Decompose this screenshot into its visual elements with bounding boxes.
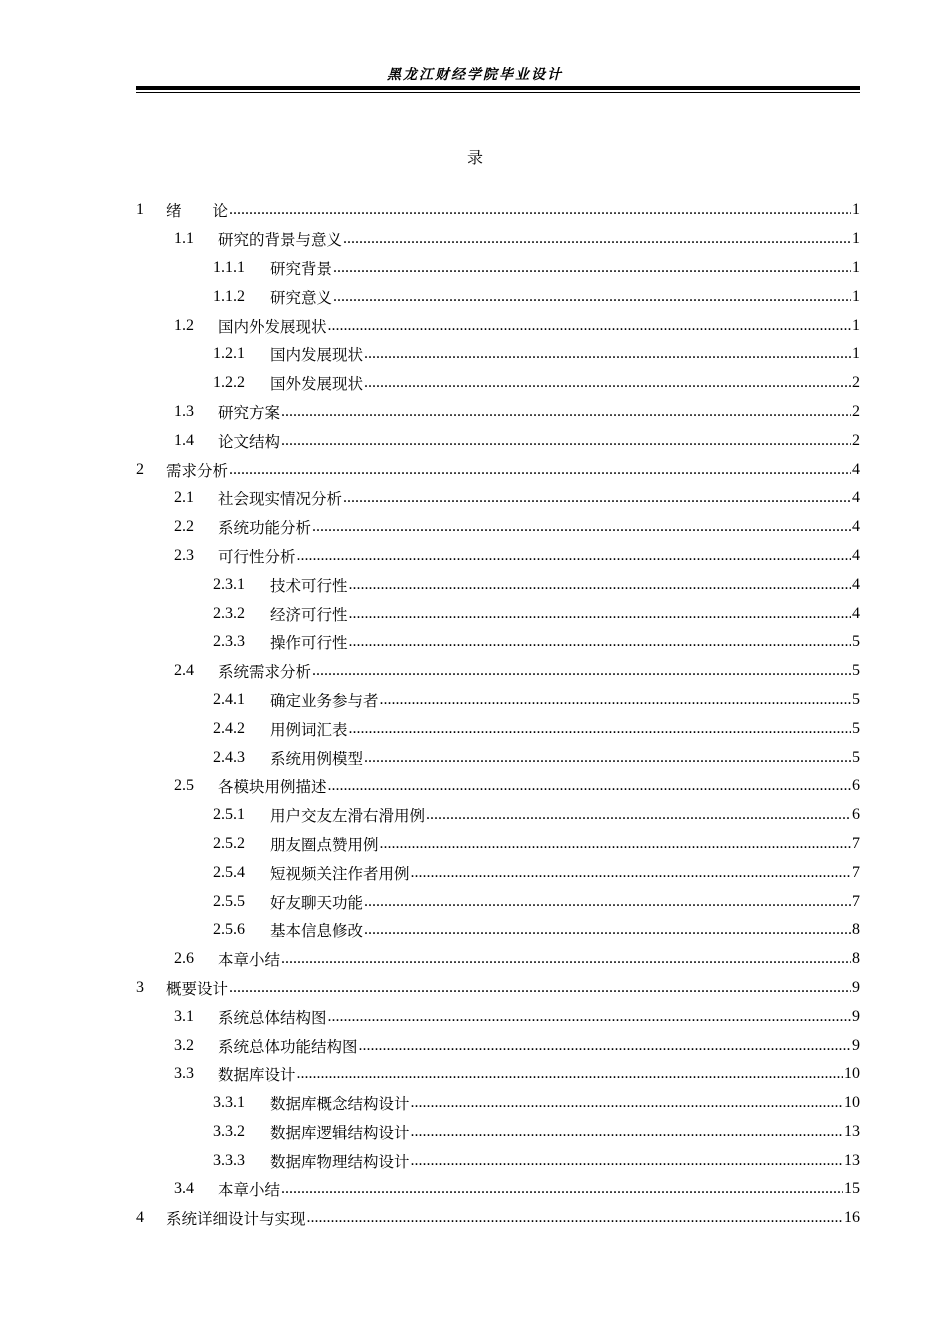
toc-entry-number: 3.3 [174, 1065, 194, 1083]
toc-entry[interactable] [136, 484, 860, 513]
toc-entry-number: 2.5 [174, 777, 194, 795]
toc-entry-number: 2.3.3 [213, 633, 245, 651]
toc-dot-leader [281, 433, 851, 449]
toc-entry-title: 数据库物理结构设计 [270, 1152, 410, 1171]
toc-dot-leader [297, 548, 851, 564]
toc-entry[interactable] [136, 455, 860, 484]
toc-entry[interactable] [136, 1002, 860, 1031]
toc-entry-number: 3.3.3 [213, 1151, 245, 1169]
toc-entry-number: 1.1 [174, 230, 194, 248]
toc-entry-page: 15 [844, 1180, 860, 1198]
toc-entry-page: 5 [852, 662, 860, 680]
toc-entry-title: 短视频关注作者用例 [270, 864, 410, 883]
toc-entry-title: 数据库设计 [218, 1066, 296, 1085]
toc-entry[interactable] [136, 196, 860, 225]
table-of-contents [136, 196, 860, 1233]
toc-entry[interactable] [136, 340, 860, 369]
toc-entry-page: 13 [844, 1122, 860, 1140]
toc-dot-leader [343, 490, 851, 506]
toc-entry-page: 5 [852, 748, 860, 766]
toc-entry-number: 1.4 [174, 431, 194, 449]
toc-entry[interactable] [136, 225, 860, 254]
toc-dot-leader [349, 577, 851, 593]
toc-dot-leader [364, 894, 851, 910]
toc-dot-leader [281, 1181, 843, 1197]
toc-entry-number: 3 [136, 978, 144, 996]
toc-entry-number: 2.3.1 [213, 575, 245, 593]
toc-entry-title: 论文结构 [218, 432, 281, 451]
toc-dot-leader [343, 231, 851, 247]
toc-entry[interactable] [136, 772, 860, 801]
toc-entry-page: 13 [844, 1151, 860, 1169]
toc-entry-number: 1.1.1 [213, 258, 245, 276]
toc-entry-number: 1 [136, 201, 144, 219]
toc-entry[interactable] [136, 599, 860, 628]
toc-entry[interactable] [136, 1089, 860, 1118]
toc-entry-page: 2 [852, 431, 860, 449]
toc-entry-title: 数据库概念结构设计 [270, 1095, 410, 1114]
toc-entry-page: 4 [852, 575, 860, 593]
toc-entry-title: 各模块用例描述 [218, 778, 327, 797]
toc-entry-title: 绪 论 [166, 202, 229, 221]
toc-entry-number: 2.4.1 [213, 690, 245, 708]
toc-dot-leader [312, 519, 851, 535]
toc-dot-leader [411, 1124, 843, 1140]
toc-entry-page: 8 [852, 921, 860, 939]
toc-entry-title: 可行性分析 [218, 547, 296, 566]
toc-entry[interactable] [136, 1204, 860, 1233]
toc-entry-title: 国内发展现状 [270, 346, 364, 365]
toc-entry-number: 3.3.1 [213, 1094, 245, 1112]
toc-entry-page: 10 [844, 1065, 860, 1083]
toc-entry-page: 1 [852, 345, 860, 363]
toc-dot-leader [364, 922, 851, 938]
toc-entry-number: 2.5.5 [213, 892, 245, 910]
toc-entry-title: 系统需求分析 [218, 663, 312, 682]
toc-entry-number: 2.5.6 [213, 921, 245, 939]
toc-entry-title: 国内外发展现状 [218, 317, 327, 336]
toc-entry[interactable] [136, 570, 860, 599]
toc-entry-number: 2.6 [174, 950, 194, 968]
toc-title: 录 [466, 148, 483, 167]
toc-entry-number: 3.1 [174, 1007, 194, 1025]
toc-entry-page: 7 [852, 834, 860, 852]
toc-entry-page: 1 [852, 258, 860, 276]
toc-entry[interactable] [136, 426, 860, 455]
toc-entry-number: 2.4.2 [213, 719, 245, 737]
toc-entry[interactable] [136, 282, 860, 311]
toc-entry-number: 2.2 [174, 518, 194, 536]
toc-entry-number: 3.3.2 [213, 1122, 245, 1140]
toc-entry-page: 1 [852, 230, 860, 248]
toc-entry-page: 4 [852, 489, 860, 507]
toc-entry-title: 系统总体功能结构图 [218, 1037, 358, 1056]
toc-dot-leader [349, 721, 851, 737]
toc-entry-title: 本章小结 [218, 1181, 281, 1200]
toc-dot-leader [364, 375, 851, 391]
toc-entry-number: 1.1.2 [213, 287, 245, 305]
toc-entry-page: 7 [852, 892, 860, 910]
toc-entry-title: 研究方案 [218, 403, 281, 422]
toc-entry-number: 2.3 [174, 546, 194, 564]
toc-entry-title: 研究背景 [270, 259, 333, 278]
toc-entry[interactable] [136, 1175, 860, 1204]
toc-entry-number: 2.4.3 [213, 748, 245, 766]
toc-dot-leader [380, 836, 851, 852]
toc-dot-leader [281, 951, 851, 967]
toc-entry-title: 研究的背景与意义 [218, 231, 343, 250]
toc-dot-leader [426, 807, 851, 823]
toc-entry[interactable] [136, 1031, 860, 1060]
toc-entry-page: 1 [852, 316, 860, 334]
toc-entry[interactable] [136, 657, 860, 686]
toc-entry[interactable] [136, 254, 860, 283]
toc-dot-leader [328, 1009, 851, 1025]
toc-entry[interactable] [136, 945, 860, 974]
toc-entry-page: 1 [852, 201, 860, 219]
toc-entry[interactable] [136, 369, 860, 398]
toc-entry[interactable] [136, 714, 860, 743]
toc-entry[interactable] [136, 801, 860, 830]
toc-entry[interactable] [136, 513, 860, 542]
toc-dot-leader [364, 346, 851, 362]
toc-entry-title: 研究意义 [270, 288, 333, 307]
toc-entry-page: 9 [852, 978, 860, 996]
toc-dot-leader [307, 1210, 843, 1226]
toc-entry-number: 2.5.1 [213, 806, 245, 824]
toc-entry[interactable] [136, 974, 860, 1003]
toc-dot-leader [359, 1038, 851, 1054]
toc-entry-title: 本章小结 [218, 951, 281, 970]
toc-dot-leader [297, 1066, 843, 1082]
toc-entry[interactable] [136, 311, 860, 340]
toc-dot-leader [349, 606, 851, 622]
toc-dot-leader [229, 202, 851, 218]
toc-dot-leader [333, 260, 851, 276]
toc-entry-page: 4 [852, 518, 860, 536]
toc-dot-leader [312, 663, 851, 679]
toc-entry-page: 16 [844, 1209, 860, 1227]
toc-entry-title: 用户交友左滑右滑用例 [270, 807, 426, 826]
toc-entry-number: 2.1 [174, 489, 194, 507]
toc-entry[interactable] [136, 1060, 860, 1089]
toc-dot-leader [328, 778, 851, 794]
toc-dot-leader [411, 865, 851, 881]
toc-entry-number: 1.3 [174, 402, 194, 420]
toc-entry-title: 经济可行性 [270, 605, 348, 624]
toc-entry-title: 系统详细设计与实现 [166, 1210, 306, 1229]
toc-entry-page: 1 [852, 287, 860, 305]
toc-dot-leader [411, 1153, 843, 1169]
toc-dot-leader [349, 634, 851, 650]
toc-entry-page: 4 [852, 546, 860, 564]
toc-entry[interactable] [136, 830, 860, 859]
toc-entry-page: 4 [852, 604, 860, 622]
toc-entry-title: 系统用例模型 [270, 749, 364, 768]
toc-entry[interactable] [136, 887, 860, 916]
toc-entry-title: 数据库逻辑结构设计 [270, 1123, 410, 1142]
toc-entry-number: 1.2 [174, 316, 194, 334]
toc-entry-title: 确定业务参与者 [270, 691, 379, 710]
toc-entry-title: 系统总体结构图 [218, 1008, 327, 1027]
toc-entry[interactable] [136, 743, 860, 772]
toc-dot-leader [333, 289, 851, 305]
toc-entry-page: 5 [852, 633, 860, 651]
toc-entry-title: 操作可行性 [270, 634, 348, 653]
toc-entry-number: 1.2.1 [213, 345, 245, 363]
toc-entry-number: 2.3.2 [213, 604, 245, 622]
toc-entry-number: 1.2.2 [213, 374, 245, 392]
header-rule-thin [136, 92, 860, 93]
toc-dot-leader [411, 1095, 843, 1111]
toc-entry-page: 7 [852, 863, 860, 881]
toc-entry[interactable] [136, 1146, 860, 1175]
toc-entry-title: 国外发展现状 [270, 375, 364, 394]
toc-dot-leader [364, 750, 851, 766]
toc-entry-page: 5 [852, 719, 860, 737]
toc-entry-title: 社会现实情况分析 [218, 490, 343, 509]
toc-entry-number: 3.2 [174, 1036, 194, 1054]
toc-entry-number: 2.5.4 [213, 863, 245, 881]
header-rule-thick [136, 86, 860, 90]
toc-entry-number: 2.5.2 [213, 834, 245, 852]
toc-entry[interactable] [136, 628, 860, 657]
toc-entry-title: 需求分析 [166, 461, 229, 480]
toc-entry[interactable] [136, 1118, 860, 1147]
toc-entry-page: 5 [852, 690, 860, 708]
toc-entry-page: 9 [852, 1036, 860, 1054]
toc-entry-page: 9 [852, 1007, 860, 1025]
toc-dot-leader [380, 692, 851, 708]
toc-entry-page: 2 [852, 374, 860, 392]
toc-entry[interactable] [136, 686, 860, 715]
page-header: 黑龙江财经学院毕业设计 [387, 67, 563, 83]
toc-entry-page: 2 [852, 402, 860, 420]
toc-entry[interactable] [136, 542, 860, 571]
toc-dot-leader [328, 318, 851, 334]
toc-entry-title: 朋友圈点赞用例 [270, 835, 379, 854]
toc-entry-page: 8 [852, 950, 860, 968]
toc-entry-number: 2.4 [174, 662, 194, 680]
toc-entry-title: 系统功能分析 [218, 519, 312, 538]
toc-dot-leader [281, 404, 851, 420]
toc-entry-title: 好友聊天功能 [270, 893, 364, 912]
toc-entry-title: 用例词汇表 [270, 720, 348, 739]
toc-entry-title: 技术可行性 [270, 576, 348, 595]
toc-entry-page: 6 [852, 777, 860, 795]
toc-entry[interactable] [136, 398, 860, 427]
toc-entry-number: 3.4 [174, 1180, 194, 1198]
toc-entry-number: 4 [136, 1209, 144, 1227]
toc-entry[interactable] [136, 858, 860, 887]
toc-dot-leader [229, 462, 851, 478]
toc-entry-title: 基本信息修改 [270, 922, 364, 941]
toc-entry-page: 4 [852, 460, 860, 478]
toc-entry-page: 10 [844, 1094, 860, 1112]
toc-entry-page: 6 [852, 806, 860, 824]
toc-entry-number: 2 [136, 460, 144, 478]
toc-dot-leader [229, 980, 851, 996]
toc-entry-title: 概要设计 [166, 979, 229, 998]
toc-entry[interactable] [136, 916, 860, 945]
